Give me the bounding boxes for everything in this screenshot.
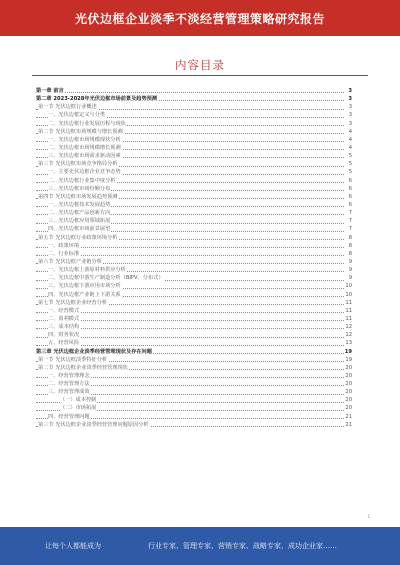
- toc-entry-label: 三、光伏边框应用领域拓展: [48, 218, 111, 225]
- toc-entry-label: （一）成本控制: [60, 397, 97, 404]
- toc-entry[interactable]: [36, 87, 352, 95]
- toc-entry[interactable]: [36, 242, 352, 250]
- toc-entry-page: 8: [344, 234, 352, 242]
- toc-entry-page: 8: [344, 250, 352, 258]
- report-header-bar: [0, 0, 400, 36]
- toc-entry[interactable]: [36, 421, 352, 429]
- toc-leader-dots: [36, 320, 344, 321]
- toc-entry-page: 20: [345, 381, 352, 388]
- toc-entry[interactable]: [36, 168, 352, 176]
- toc-entry[interactable]: [36, 404, 352, 412]
- toc-entry-label: 一、光伏边框定义与分类: [48, 112, 106, 119]
- toc-entry[interactable]: [36, 144, 352, 152]
- toc-entry-page: 3: [344, 87, 352, 95]
- toc-entry-label: 二、光伏边框市场规模增长预测: [48, 144, 121, 151]
- toc-entry-label: 五、经营风险: [48, 340, 80, 347]
- toc-entry-label: 第五节 光伏边框行业政策环境分析: [38, 234, 118, 241]
- toc-entry-page: 9: [344, 274, 352, 282]
- toc-entry-label: 第一节 光伏边框行业概述: [38, 104, 97, 111]
- toc-entry-page: 7: [344, 209, 352, 217]
- toc-entry-page: 6: [344, 185, 352, 193]
- toc-entry-label: 四、光伏边框市场前景展望: [48, 226, 111, 233]
- page-number: 1: [367, 514, 370, 519]
- toc-entry[interactable]: [36, 258, 352, 266]
- toc-entry-page: 11: [345, 315, 352, 322]
- toc-entry-page: 9: [344, 258, 352, 266]
- toc-entry-page: 4: [344, 144, 352, 152]
- toc-entry-page: 21: [345, 413, 352, 420]
- toc-entry[interactable]: [36, 185, 352, 193]
- toc-entry-label: 第二节 光伏边框市场规模与增长预测: [38, 128, 123, 135]
- toc-entry-label: 第二章 2023-2028年光伏边框市场前景及趋势预测: [36, 96, 158, 103]
- toc-entry-label: 第三节 光伏边框企业淡季经营管理问题原因分析: [38, 421, 149, 428]
- toc-entry-label: 一、光伏边框上游原材料供应分析: [48, 267, 126, 274]
- toc-entry-label: 一、经营模式: [48, 307, 80, 314]
- toc-entry-label: 三、光伏边框市场需求驱动因素: [48, 153, 121, 160]
- toc-entry-label: 二、光伏边框产品创新方向: [48, 210, 111, 217]
- toc-entry[interactable]: [36, 396, 352, 404]
- toc-entry-label: 四、经营管理问题: [48, 413, 90, 420]
- toc-entry-page: 5: [344, 168, 352, 176]
- toc-entry[interactable]: [36, 356, 352, 364]
- toc-entry-label: 二、经营管理方法: [48, 381, 90, 388]
- toc-entry-label: 一、经营管理理念: [48, 372, 90, 379]
- toc-entry-page: 4: [344, 128, 352, 136]
- toc-entry[interactable]: [36, 291, 352, 299]
- toc-entry-page: 3: [344, 111, 352, 119]
- toc-entry-label: （二）市场拓展: [60, 405, 97, 412]
- toc-entry-label: 二、光伏边框行业发展历程与现状: [48, 120, 126, 127]
- toc-entry-label: 第三节 光伏边框市场竞争格局分析: [38, 161, 118, 168]
- toc-entry[interactable]: [36, 266, 352, 274]
- toc-entry[interactable]: [36, 95, 352, 103]
- toc-entry-page: 3: [344, 120, 352, 128]
- toc-entry-label: 第一章 前言: [36, 88, 64, 94]
- toc-entry-page: 3: [344, 95, 352, 103]
- toc-entry-page: 20: [345, 389, 352, 396]
- toc-divider: [32, 75, 368, 76]
- toc-entry-label: 一、政策环境: [48, 242, 80, 249]
- toc-entry-page: 6: [344, 193, 352, 201]
- toc-entry-label: 三、经营管理成效: [48, 389, 90, 396]
- toc-entry[interactable]: [36, 120, 352, 128]
- report-title: 光伏边框企业淡季不淡经营管理策略研究报告: [74, 12, 325, 26]
- toc-entry-label: 二、光伏边框中游生产制造分析（BIPV、分布式）: [48, 275, 164, 282]
- toc-entry-page: 8: [344, 242, 352, 250]
- toc-entry-label: 四、光伏边框产业链上下游关系: [48, 291, 121, 298]
- toc-entry-label: 三、成本结构: [48, 324, 80, 331]
- toc-entry-label: 一、光伏边框技术发展趋势: [48, 201, 111, 208]
- toc-entry[interactable]: [36, 250, 352, 258]
- toc-entry-page: 20: [345, 397, 352, 404]
- toc-entry-page: 7: [344, 225, 352, 233]
- toc-entry[interactable]: [36, 380, 352, 388]
- footer-slogan: 让每个人都能成为: [45, 542, 101, 550]
- toc-entry-page: 10: [345, 291, 352, 298]
- toc-entry-page: 12: [345, 324, 352, 331]
- toc-entry[interactable]: [36, 177, 352, 185]
- toc-entry[interactable]: [36, 136, 352, 144]
- toc-entry[interactable]: [36, 307, 352, 315]
- toc-entry[interactable]: [36, 201, 352, 209]
- toc-leader-dots: [36, 337, 344, 338]
- toc-entry-page: 19: [345, 356, 352, 363]
- toc-entry-page: 6: [344, 201, 352, 209]
- toc-entry[interactable]: [36, 152, 352, 160]
- toc-leader-dots: [36, 312, 344, 313]
- toc-entry[interactable]: [36, 372, 352, 380]
- toc-entry[interactable]: [36, 234, 352, 242]
- footer-tagline: 行业专家、管理专家、营销专家、战略专家、成功企业家……: [148, 542, 337, 550]
- toc-entry-page: 7: [344, 217, 352, 225]
- toc-entry-page: 20: [345, 364, 352, 371]
- toc-entry[interactable]: [36, 331, 352, 339]
- toc-leader-dots: [36, 92, 344, 93]
- toc-entry-label: 二、光伏边框行业集中度分析: [48, 177, 116, 184]
- toc-entry[interactable]: [36, 225, 352, 233]
- toc-entry-label: 第二节 光伏边框企业淡季经营管理现状: [38, 364, 128, 371]
- toc-entry-page: 19: [344, 348, 352, 355]
- toc-entry-page: 11: [345, 299, 352, 306]
- toc-leader-dots: [36, 247, 344, 248]
- toc-entry-page: 4: [344, 136, 352, 144]
- toc-entry-page: 3: [344, 103, 352, 111]
- toc-entry-label: 一、光伏边框市场规模现状分析: [48, 136, 121, 143]
- table-of-contents: [36, 87, 352, 429]
- toc-entry-page: 21: [345, 421, 352, 428]
- toc-leader-dots: [36, 328, 344, 329]
- toc-entry-label: 一、主要光伏边框企业竞争态势: [48, 169, 121, 176]
- toc-entry-label: 三、光伏边框下游应用市场分析: [48, 283, 121, 290]
- toc-leader-dots: [36, 345, 344, 346]
- toc-entry-label: 二、盈利模式: [48, 315, 80, 322]
- toc-entry[interactable]: [36, 388, 352, 396]
- toc-entry-label: 第一节 光伏边框淡季特征分析: [38, 356, 108, 363]
- toc-entry-label: 第七节 光伏边框企业经营分析: [38, 299, 108, 306]
- toc-entry[interactable]: [36, 339, 352, 347]
- toc-entry-page: 13: [345, 340, 352, 347]
- toc-entry-label: 四、财务状况: [48, 332, 80, 339]
- toc-entry[interactable]: [36, 193, 352, 201]
- toc-entry-page: 12: [345, 332, 352, 339]
- toc-entry-page: 20: [345, 372, 352, 379]
- toc-entry-label: 三、光伏边框市场份额分布: [48, 185, 111, 192]
- toc-entry[interactable]: [36, 103, 352, 111]
- toc-entry-page: 6: [344, 177, 352, 185]
- toc-entry[interactable]: [36, 348, 352, 356]
- toc-entry-page: 9: [344, 266, 352, 274]
- toc-entry-page: 11: [345, 307, 352, 314]
- toc-entry[interactable]: [36, 111, 352, 119]
- toc-entry[interactable]: [36, 413, 352, 421]
- toc-leader-dots: [36, 255, 344, 256]
- toc-entry[interactable]: [36, 315, 352, 323]
- toc-entry[interactable]: [36, 209, 352, 217]
- toc-entry[interactable]: [36, 128, 352, 136]
- toc-entry-page: 20: [345, 405, 352, 412]
- toc-entry[interactable]: [36, 299, 352, 307]
- toc-entry[interactable]: [36, 217, 352, 225]
- toc-entry-page: 10: [345, 283, 352, 290]
- toc-title: 内容目录: [175, 58, 225, 72]
- toc-entry-label: 第六节 光伏边框产业链分析: [38, 258, 102, 265]
- toc-entry[interactable]: [36, 160, 352, 168]
- toc-entry-page: 5: [344, 160, 352, 168]
- toc-entry-label: 二、行业标准: [48, 250, 80, 257]
- toc-entry[interactable]: [36, 323, 352, 331]
- toc-entry-page: 5: [344, 152, 352, 160]
- toc-entry-label: 第三章 光伏边框企业淡季经营管理现状及存在问题: [36, 348, 152, 355]
- footer-bar: [0, 527, 400, 565]
- toc-entry[interactable]: [36, 282, 352, 290]
- toc-entry[interactable]: [36, 274, 352, 282]
- toc-entry-label: 第四节 光伏边框市场发展趋势预测: [38, 193, 118, 200]
- toc-entry[interactable]: [36, 364, 352, 372]
